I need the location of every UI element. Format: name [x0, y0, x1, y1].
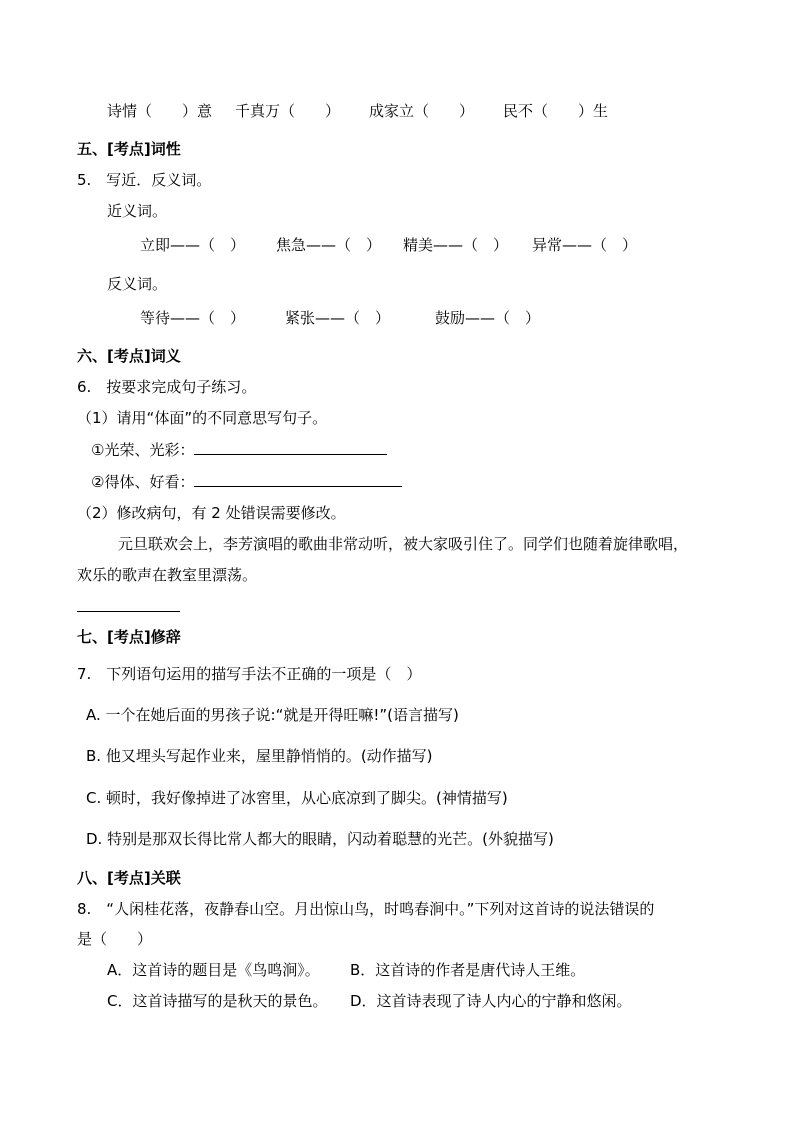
section-5-heading: 五、[考点]词性: [77, 140, 181, 158]
q6-item-2: [91, 472, 402, 492]
q6-item-1-label: ①光荣、光彩：: [91, 441, 195, 459]
antonym-label: 反义词。: [107, 275, 168, 293]
q4-idiom-4: 民不（ ）生: [503, 102, 609, 120]
q8-option-b[interactable]: B．这首诗的作者是唐代诗人王维。: [350, 961, 586, 979]
question-5: 5. 写近．反义词。: [77, 171, 212, 189]
section-7-heading: 七、[考点]修辞: [77, 628, 181, 646]
q7-option-b[interactable]: B. 他又埋头写起作业来，屋里静悄悄的。(动作描写): [86, 747, 433, 765]
q6-item-1: [91, 440, 387, 460]
q8-option-d[interactable]: D．这首诗表现了诗人内心的宁静和悠闲。: [350, 992, 632, 1010]
q6-answer-line[interactable]: [77, 611, 180, 612]
synonym-label: 近义词。: [107, 202, 168, 220]
question-6: 6. 按要求完成句子练习。: [77, 378, 257, 396]
q4-idiom-3: 成家立（ ）: [369, 102, 475, 120]
q6-part-1: （1）请用“体面”的不同意思写句子。: [77, 409, 328, 427]
q6-item-2-answer-blank[interactable]: [194, 472, 402, 487]
q7-option-d[interactable]: D. 特别是那双长得比常人都大的眼睛，闪动着聪慧的光芒。(外貌描写): [86, 830, 554, 848]
synonym-item-3: 精美——（ ）: [403, 236, 509, 254]
q4-idiom-2: 千真万（ ）: [235, 102, 341, 120]
synonym-item-4: 异常——（ ）: [532, 236, 638, 254]
antonym-item-1: 等待——（ ）: [140, 309, 246, 327]
question-7: 7. 下列语句运用的描写手法不正确的一项是（ ）: [77, 665, 422, 683]
antonym-item-3: 鼓励——（ ）: [435, 309, 541, 327]
antonym-item-2: 紧张——（ ）: [285, 309, 391, 327]
q7-option-a[interactable]: A. 一个在她后面的男孩子说:“就是开得旺嘛!”(语言描写): [86, 706, 459, 724]
q6-sentence-line-2: 欢乐的歌声在教室里漂荡。: [77, 566, 258, 584]
q6-item-1-answer-blank[interactable]: [194, 440, 387, 455]
q6-part-2: （2）修改病句，有 2 处错误需要修改。: [77, 504, 346, 522]
q8-option-a[interactable]: A．这首诗的题目是《鸟鸣涧》。: [107, 961, 320, 979]
synonym-item-2: 焦急——（ ）: [276, 236, 382, 254]
q4-idiom-1: 诗情（ ）意: [107, 102, 213, 120]
question-8-line-1: 8. “人闲桂花落，夜静春山空。月出惊山鸟，时鸣春涧中。”下列对这首诗的说法错误的: [77, 900, 655, 918]
synonym-item-1: 立即——（ ）: [140, 236, 246, 254]
q7-option-c[interactable]: C. 顿时，我好像掉进了冰窖里，从心底凉到了脚尖。(神情描写): [86, 789, 508, 807]
section-8-heading: 八、[考点]关联: [77, 869, 181, 887]
q6-sentence-line-1: 元旦联欢会上，李芳演唱的歌曲非常动听，被大家吸引住了。同学们也随着旋律歌唱，: [118, 535, 689, 553]
question-8-line-2: 是（ ）: [77, 930, 153, 948]
q6-item-2-label: ②得体、好看：: [91, 473, 195, 491]
q8-option-c[interactable]: C．这首诗描写的是秋天的景色。: [107, 992, 328, 1010]
section-6-heading: 六、[考点]词义: [77, 347, 181, 365]
